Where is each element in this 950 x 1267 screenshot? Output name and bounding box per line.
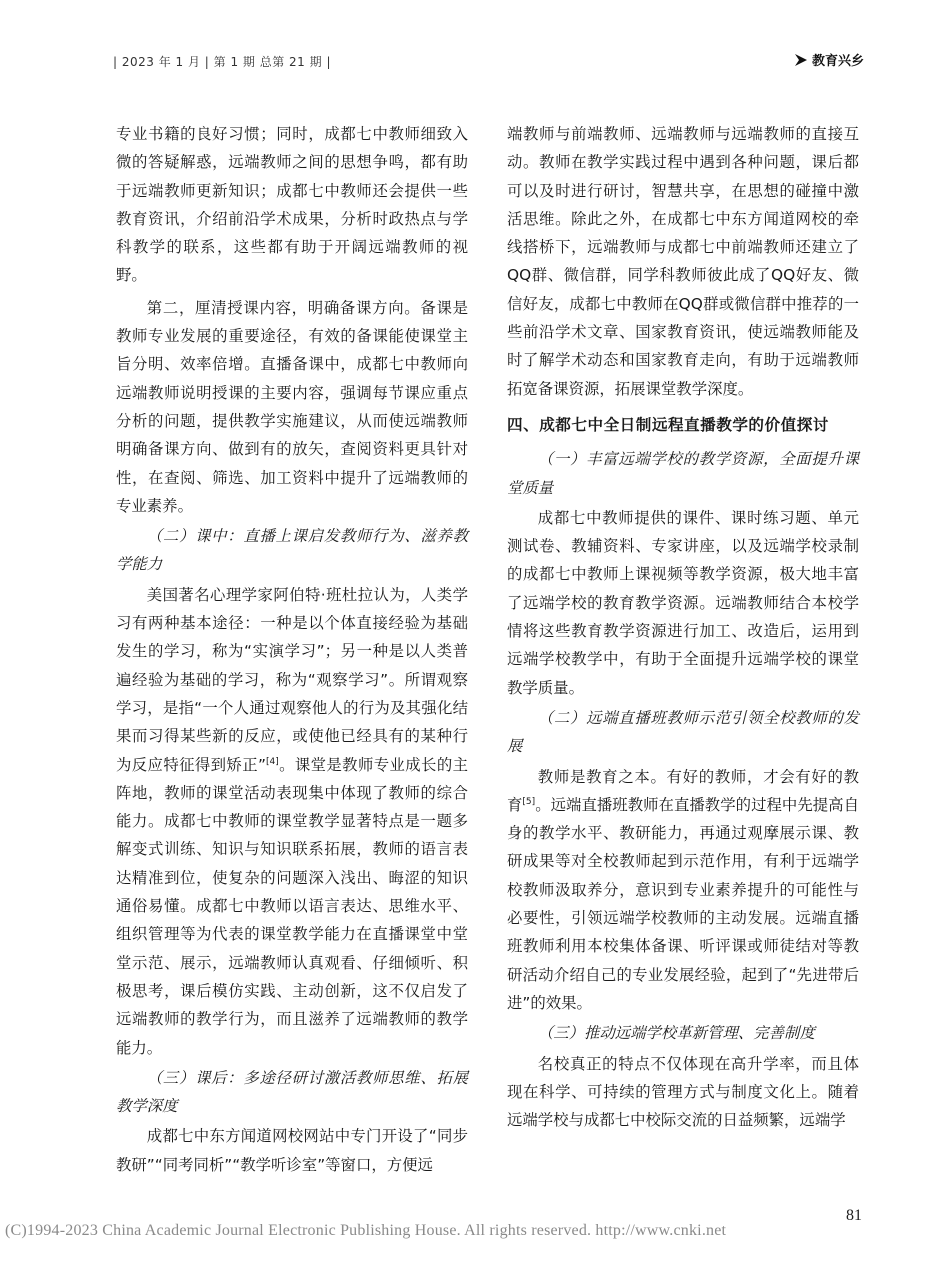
copyright-notice: (C)1994-2023 China Academic Journal Electronic Publishing House. All rights reserved. http://www.cnki.net [5,1222,727,1239]
page-number: 81 [846,1207,862,1224]
left-column [116,120,468,1179]
paragraph: 第二，厘清授课内容，明确备课方向。备课是教师专业发展的重要途径，有效的备课能使课堂主旨分明、效率倍增。直播备课中，成都七中教师向远端教师说明授课的主要内容，强调每节课应重点分析的问题，提供教学实施建议，从而使远端教师明确备课方向、做到有的放矢，查阅资料更具针对性，在查阅、筛选、加工资料中提升了远端教师的专业素养。 [116,298,468,515]
subsection-heading: （二）课中：直播上课启发教师行为、滋养教学能力 [116,527,468,574]
subsection-heading: （一）丰富远端学校的教学资源，全面提升课堂质量 [507,450,859,497]
paragraph: 成都七中东方闻道网校网站中专门开设了“同步教研”“同考同析”“教学听诊室”等窗口，方便远 [116,1127,468,1174]
paragraph-text: 。课堂是教师专业成长的主阵地，教师的课堂活动表现集中体现了教师的综合能力。成都七中教师的课堂教学显著特点是一题多解变式训练、知识与知识联系拓展，教师的语言表达精准到位，使复杂的问题深入浅出、晦涩的知识通俗易懂。成都七中教师以语言表达、思维水平、组织管理等为代表的课堂教学能力在直播课堂中堂堂示范、展示，远端教师认真观看、仔细倾听、积极思考，课后模仿实践、主动创新，这不仅启发了远端教师的教学行为，而且滋养了远端教师的教学能力。 [116,755,468,1057]
journal-brand [795,50,864,69]
subsection-heading: （三）课后：多途径研讨激活教师思维、拓展教学深度 [116,1068,468,1116]
paragraph-text: 教师是教育之本。有好的教师，才会有好的教育 [507,767,859,814]
issue-info: | 2023 年 1 月 | 第 1 期 总第 21 期 | [113,55,331,69]
right-column [507,120,859,1134]
paragraph [116,581,468,1062]
paragraph: 端教师与前端教师、远端教师与远端教师的直接互动。教师在教学实践过程中遇到各种问题，课后都可以及时进行研讨，智慧共享，在思想的碰撞中激活思维。除此之外，在成都七中东方闻道网校的牵线搭桥下，远端教师与成都七中前端教师还建立了QQ群、微信群，同学科教师彼此成了QQ好友、微信好友，成都七中教师在QQ群或微信群中推荐的一些前沿学术文章、国家教育资讯，使远端教师能及时了解学术动态和国家教育走向，有助于远端教师拓宽备课资源，拓展课堂教学深度。 [507,125,859,398]
paragraph: 成都七中教师提供的课件、课时练习题、单元测试卷、教辅资料、专家讲座，以及远端学校录制的成都七中教师上课视频等教学资源，极大地丰富了远端学校的教育教学资源。远端教师结合本校学情将这些教育教学资源进行加工、改造后，运用到远端学校教学中，有助于全面提升远端学校的课堂教学质量。 [507,508,859,697]
paragraph [507,763,859,1018]
journal-name: 教育兴乡 [811,54,864,69]
paragraph-text: 。远端直播班教师在直播教学的过程中先提高自身的教学水平、教研能力，再通过观摩展示课、教研成果等对全校教师起到示范作用，有利于远端学校教师汲取养分，意识到专业素养提升的可能性与必要性，引领远端学校教师的主动发展。远端直播班教师利用本校集体备课、听评课或师徒结对等教研活动介绍自己的专业发展经验，起到了“先进带后进”的效果。 [507,795,859,1012]
citation: [5] [522,796,536,807]
section-heading: 四、成都七中全日制远程直播教学的价值探讨 [507,415,829,434]
paragraph-text: 美国著名心理学家阿伯特·班杜拉认为，人类学习有两种基本途径：一种是以个体直接经验为基础发生的学习，称为“实演学习”；另一种是以人类普遍经验为基础的学习，称为“观察学习”。所谓观察学习，是指“一个人通过观察他人的行为及其强化结果而习得某些新的反应，或使他已经具有的某种行为反应特征得到矫正” [116,585,468,774]
citation: [4] [265,756,279,767]
journal-logo-icon [795,54,807,66]
subsection-heading: （三）推动远端学校革新管理、完善制度 [537,1024,815,1043]
paragraph: 名校真正的特点不仅体现在高升学率，而且体现在科学、可持续的管理方式与制度文化上。随着远端学校与成都七中校际交流的日益频繁，远端学 [507,1054,859,1130]
paragraph: 专业书籍的良好习惯；同时，成都七中教师细致入微的答疑解惑，远端教师之间的思想争鸣，都有助于远端教师更新知识；成都七中教师还会提供一些教育资讯，介绍前沿学术成果，分析时政热点与学科教学的联系，这些都有助于开阔远端教师的视野。 [116,125,468,285]
subsection-heading: （二）远端直播班教师示范引领全校教师的发展 [507,708,859,756]
